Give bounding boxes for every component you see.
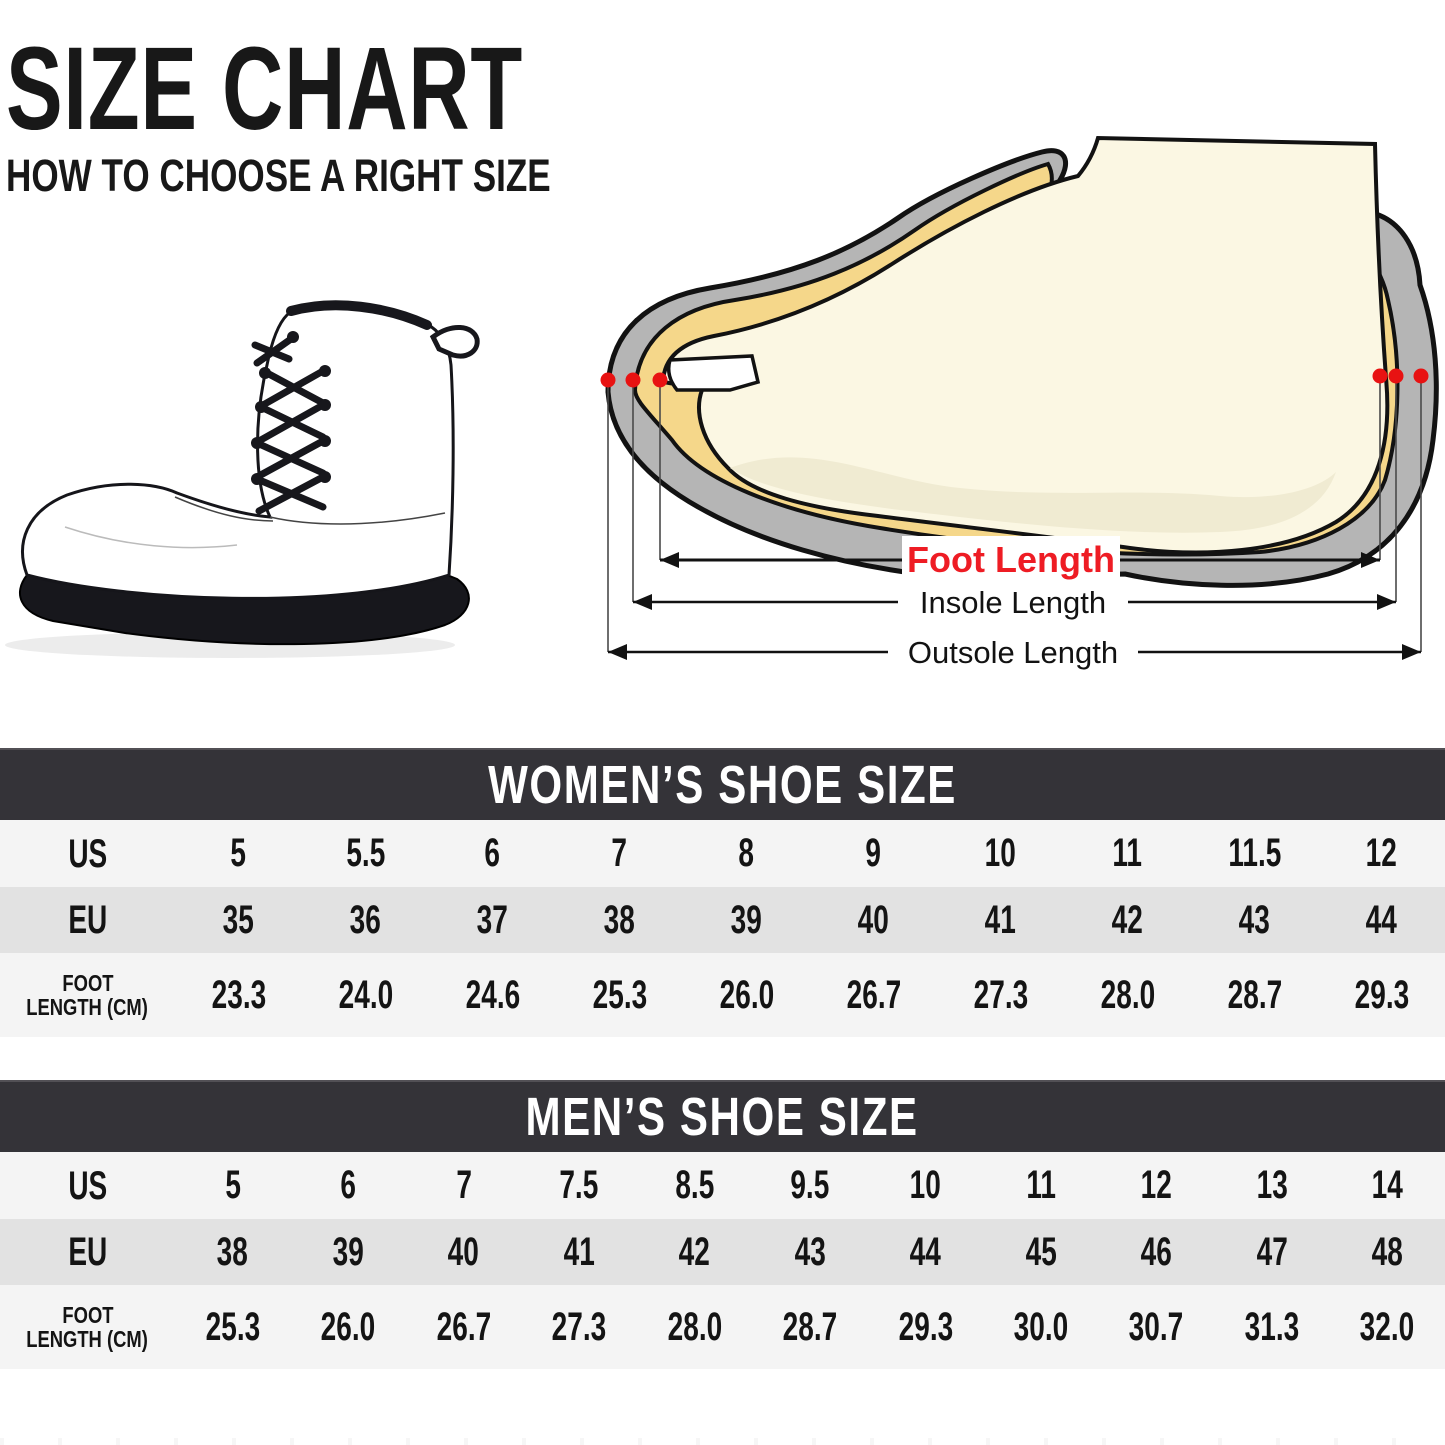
- table-row: [0, 1219, 1445, 1285]
- size-value: 32.0: [1360, 1304, 1415, 1349]
- size-value: 42: [678, 1229, 711, 1274]
- size-value: 7.5: [559, 1163, 599, 1207]
- size-value: 26.0: [320, 1304, 376, 1349]
- foot-length-label: Foot Length: [907, 539, 1115, 580]
- size-value: 23.3: [211, 972, 266, 1017]
- size-value: 11: [1026, 1163, 1056, 1207]
- size-value: 6: [340, 1163, 356, 1207]
- size-value: 8.5: [675, 1163, 715, 1207]
- size-value: 47: [1256, 1229, 1288, 1274]
- insole-length-measure: [633, 580, 1396, 620]
- size-value: 12: [1140, 1163, 1172, 1207]
- womens-size-table: [0, 748, 1445, 1037]
- size-value: 26.7: [846, 972, 901, 1017]
- outsole-length-label: Outsole Length: [907, 635, 1119, 670]
- size-value: 39: [730, 897, 763, 942]
- size-value: 37: [476, 897, 509, 942]
- size-value: 28.0: [667, 1304, 722, 1349]
- size-value: 24.6: [465, 972, 520, 1017]
- size-value: 30.0: [1013, 1304, 1069, 1349]
- size-value: 6: [484, 831, 501, 875]
- size-value: 26.7: [436, 1304, 491, 1349]
- womens-table-title: WOMEN’S SHOE SIZE: [488, 755, 957, 815]
- size-value: 28.0: [1100, 972, 1155, 1017]
- size-value: 40: [857, 897, 890, 942]
- size-value: 41: [984, 897, 1017, 942]
- boot-upper: [23, 303, 454, 599]
- size-value: 5: [224, 1163, 241, 1207]
- size-value: 12: [1365, 831, 1398, 875]
- size-value: 44: [1365, 897, 1398, 942]
- boot-illustration: [5, 245, 505, 665]
- size-value: 35: [222, 897, 255, 942]
- size-value: 9: [865, 831, 882, 875]
- size-value: 10: [909, 1163, 942, 1207]
- size-value: 27.3: [973, 972, 1028, 1017]
- size-value: 38: [603, 897, 636, 942]
- size-value: 30.7: [1129, 1304, 1184, 1349]
- page-title: SIZE CHART: [6, 23, 523, 155]
- size-value: 11.5: [1228, 831, 1281, 875]
- size-value: 46: [1140, 1229, 1172, 1274]
- size-value: 7: [455, 1163, 472, 1207]
- toenail: [669, 356, 758, 390]
- size-value: 29.3: [1354, 972, 1409, 1017]
- size-value: 5: [230, 831, 247, 875]
- row-label: US: [68, 831, 107, 876]
- size-value: 27.3: [551, 1304, 607, 1349]
- size-value: 14: [1371, 1163, 1403, 1207]
- page-subtitle: HOW TO CHOOSE A RIGHT SIZE: [6, 150, 551, 201]
- size-value: 39: [332, 1229, 364, 1274]
- size-value: 41: [563, 1229, 595, 1274]
- size-value: 26.0: [719, 972, 774, 1017]
- size-value: 45: [1025, 1229, 1057, 1274]
- size-value: 5.5: [346, 831, 385, 875]
- womens-table-header: [0, 748, 1445, 820]
- size-value: 25.3: [592, 972, 647, 1017]
- mens-table-header: [0, 1080, 1445, 1152]
- row-label: US: [68, 1163, 107, 1208]
- insole-length-label: Insole Length: [919, 585, 1107, 620]
- table-row: [0, 820, 1445, 887]
- outsole-length-measure: [608, 630, 1421, 670]
- size-value: 28.7: [782, 1304, 838, 1349]
- size-value: 48: [1371, 1229, 1403, 1274]
- size-value: 44: [909, 1229, 942, 1274]
- size-value: 43: [1238, 897, 1271, 942]
- table-row: [0, 953, 1445, 1037]
- size-value: 42: [1111, 897, 1144, 942]
- size-value: 9.5: [790, 1163, 830, 1207]
- row-label: FOOT LENGTH (CM): [26, 969, 149, 1020]
- size-value: 11: [1112, 831, 1143, 875]
- size-value: 25.3: [205, 1304, 260, 1349]
- size-value: 13: [1256, 1163, 1288, 1207]
- size-value: 31.3: [1244, 1304, 1300, 1349]
- cropped-bottom-row: [0, 1438, 1445, 1445]
- mens-table-title: MEN’S SHOE SIZE: [525, 1087, 920, 1147]
- size-value: 43: [794, 1229, 826, 1274]
- white-boot-photo: [5, 245, 505, 665]
- size-value: 29.3: [898, 1304, 953, 1349]
- size-value: 7: [611, 831, 628, 875]
- row-label: EU: [68, 1230, 107, 1274]
- row-label: EU: [68, 898, 107, 942]
- size-value: 10: [984, 831, 1017, 875]
- table-row: [0, 1285, 1445, 1369]
- size-value: 36: [349, 897, 382, 942]
- mens-size-table: [0, 1080, 1445, 1369]
- size-value: 28.7: [1227, 972, 1282, 1017]
- row-label: FOOT LENGTH (CM): [26, 1301, 149, 1352]
- size-value: 38: [217, 1229, 249, 1274]
- size-value: 40: [448, 1229, 480, 1274]
- table-row: [0, 1152, 1445, 1219]
- foot-shape: [663, 138, 1387, 552]
- size-value: 24.0: [338, 972, 393, 1017]
- boot-pull-tab: [433, 327, 477, 356]
- table-row: [0, 887, 1445, 953]
- foot-measurement-diagram: [580, 60, 1445, 680]
- size-value: 8: [738, 831, 755, 875]
